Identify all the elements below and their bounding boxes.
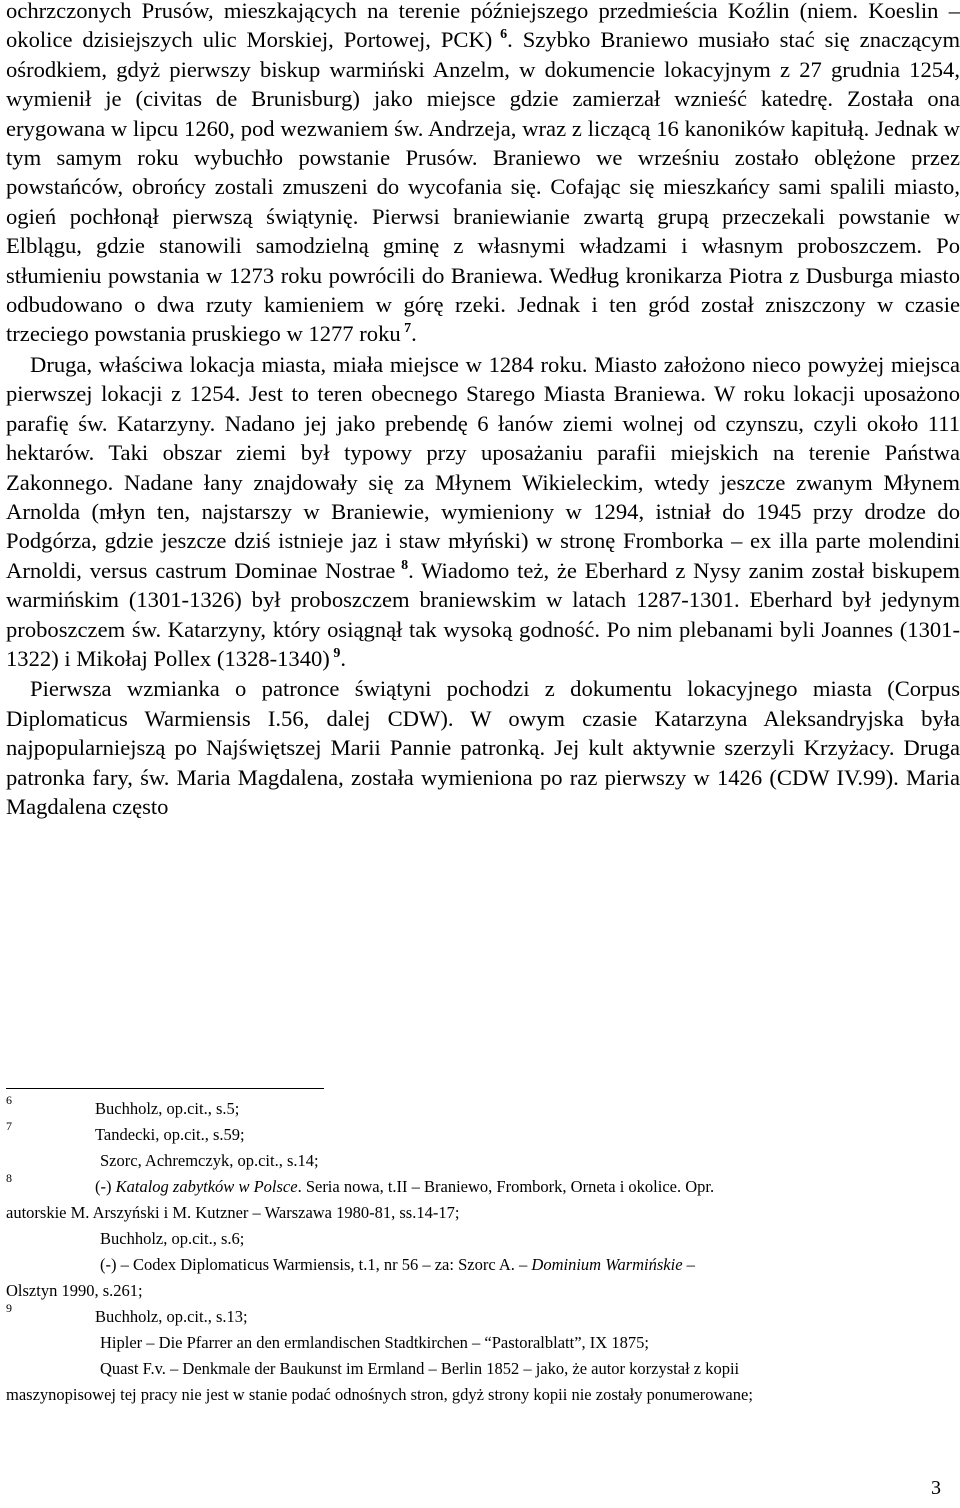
footnote-number: 9 [6,1301,12,1315]
footnote-8-b [6,1226,960,1252]
footnote-text: Szorc, Achremczyk, op.cit., s.14; [100,1151,319,1170]
body-text [6,0,960,821]
footnote-9-c [6,1356,960,1408]
footnote-text: Buchholz, op.cit., s.6; [100,1229,245,1248]
paragraph-2: Druga, właściwa lokacja miasta, miała miejsce w 1284 roku. Miasto założono nieco powyżej miejsca pierwszej lokacji z 1254. Jest to teren obecnego Starego Miasta Braniewa. W roku lokacji uposażono parafię św. Katarzyny. Nadano jej jako prebendę 6 łanów ziemi wolnej od czynszu, czyli około 111 hektarów. Taki obszar ziemi był typowy przy uposażaniu parafii miejskich na terenie Państwa Zakonnego. Nadane łany znajdowały się za Młynem Wikieleckim, wtedy jeszcze zwanym Młynem Arnolda (młyn ten, najstarszy w Braniewie, wymieniony w 1294, istniał do 1945 przy drodze do Podgórza, gdzie jeszcze dziś istnieje jaz i staw młyński) w stronę Fromborka – ex illa parte molendini Arnoldi, versus castrum Dominae Nostrae $^8$. Wiadomo też, że Eberhard z Nysy zanim został biskupem warmińskim (1301-1326) był proboszczem braniewskim w latach 1287-1301. Eberhard był jedynym proboszczem św. Katarzyny, który osiągnął tak wysoką godność. Po nim plebanami byli Joannes (1301-1322) i Mikołaj Pollex (1328-1340) $^9$. [6,351,960,671]
footnote-7-cont [6,1148,960,1174]
footnote-text: (-) – Codex Diplomaticus Warmiensis, t.1, nr 56 – za: Szorc A. – Dominium Warmińskie – [100,1255,695,1274]
footnote-number: 7 [6,1119,12,1133]
footnote-ref-6[interactable]: 6 [500,27,508,43]
footnote-number: 6 [6,1093,12,1107]
footnote-text-wrap: Olsztyn 1990, s.261; [6,1281,143,1300]
footnote-text: Tandecki, op.cit., s.59; [95,1125,245,1144]
footnote-text: Quast F.v. – Denkmale der Baukunst im Ermland – Berlin 1852 – jako, że autor korzystał z kopii [100,1359,740,1378]
footnote-9-b [6,1330,960,1356]
footnote-text: (-) Katalog zabytków w Polsce. Seria nowa, t.II – Braniewo, Frombork, Orneta i okolice. Opr. [95,1177,715,1196]
footnote-separator [6,1088,324,1089]
footnote-ref-7[interactable]: 7 [404,321,412,337]
footnote-text: Buchholz, op.cit., s.5; [95,1099,240,1118]
footnote-8-c [6,1252,960,1304]
footnote-ref-9[interactable]: 9 [333,645,341,661]
footnotes [6,1093,960,1408]
footnote-number: 8 [6,1171,12,1185]
footnote-ref-8[interactable]: 8 [401,557,409,573]
paragraph-3: Pierwsza wzmianka o patronce świątyni pochodzi z dokumentu lokacyjnego miasta (Corpus Diplomaticus Warmiensis I.56, dalej CDW). W owym czasie Katarzyna Aleksandryjska była najpopularniejszą po Najświętszej Marii Pannie patronką. Jej kult aktywnie szerzyli Krzyżacy. Druga patronka fary, św. Maria Magdalena, została wymieniona po raz pierwszy w 1426 (CDW IV.99). Maria Magdalena często [6,676,960,819]
page-number: 3 [931,1477,941,1499]
paragraph-1: ochrzczonych Prusów, mieszkających na terenie późniejszego przedmieścia Koźlin (niem. Koeslin – okolice dzisiejszych ulic Morskiej, Portowej, PCK) $^6$. Szybko Braniewo musiało stać się znaczącym ośrodkiem, gdyż pierwszy biskup warmiński Anzelm, w dokumencie lokacyjnym z 27 grudnia 1254, wymienił je (civitas de Brunisburg) jako miejsce gdzie zamierzał wznieść katedrę. Została ona erygowana w lipcu 1260, pod wezwaniem św. Andrzeja, wraz z liczącą 16 kanoników kapitułą. Jednak w tym samym roku wybuchło powstanie Prusów. Braniewo we wrześniu zostało oblężone przez powstańców, obrońcy zostali zmuszeni do wycofania się. Cofając się mieszkańcy sami spalili miasto, ogień pochłonął pierwszą świątynię. Pierwsi braniewianie zwartą grupą przeczekali powstanie w Elblągu, gdzie stanowili samodzielną gminę z własnymi władzami i własnym proboszczem. Po stłumieniu powstania w 1273 roku powrócili do Braniewa. Według kronikarza Piotra z Dusburga miasto odbudowano o dwa rzuty kamieniem w górę rzeki. Jednak i ten gród został zniszczony w czasie trzeciego powstania pruskiego w 1277 roku $^7$. [6,0,960,347]
footnote-text-wrap: maszynopisowej tej pracy nie jest w stanie podać odnośnych stron, gdyż strony kopii nie zostały ponumerowane; [6,1385,753,1404]
footnote-text: Hipler – Die Pfarrer an den ermlandischen Stadtkirchen – “Pastoralblatt”, IX 1875; [100,1333,649,1352]
footnote-7 [6,1119,960,1148]
footnote-text: Buchholz, op.cit., s.13; [95,1307,248,1326]
footnote-8 [6,1171,960,1226]
footnote-9 [6,1301,960,1330]
footnote-text-wrap: autorskie M. Arszyński i M. Kutzner – Warszawa 1980-81, ss.14-17; [6,1203,460,1222]
footnote-6 [6,1093,960,1122]
